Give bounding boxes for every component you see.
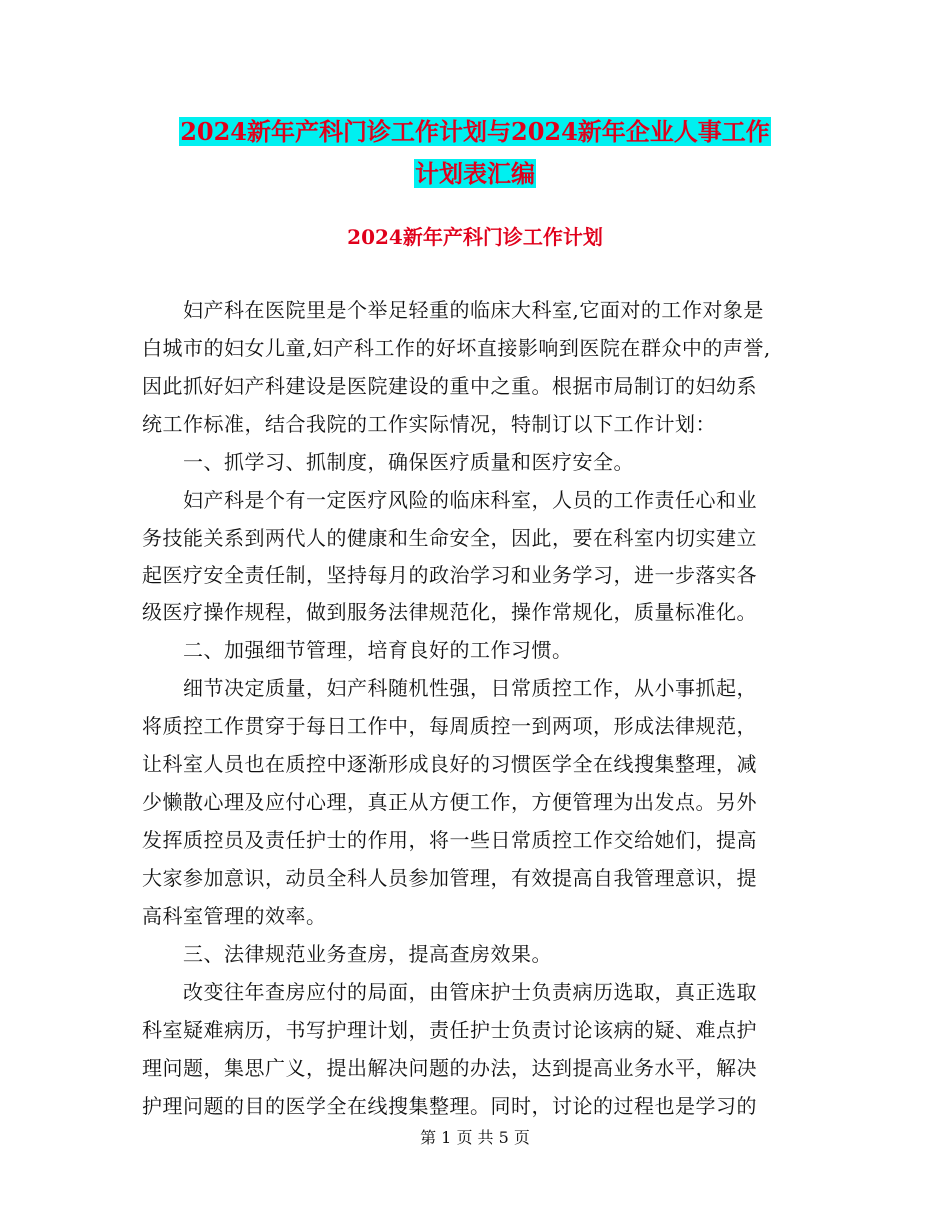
body-line: 大家参加意识，动员全科人员参加管理，有效提高自我管理意识，提 xyxy=(142,866,757,890)
body-line: 因此抓好妇产科建设是医院建设的重中之重。根据市局制订的妇幼系 xyxy=(142,374,757,398)
body-line: 务技能关系到两代人的健康和生命安全，因此，要在科室内切实建立 xyxy=(142,526,757,550)
body-line: 级医疗操作规程，做到服务法律规范化，操作常规化，质量标准化。 xyxy=(142,600,757,624)
body-line: 三、法律规范业务查房，提高查房效果。 xyxy=(142,942,552,966)
body-line: 护理问题的目的医学全在线搜集整理。同时，讨论的过程也是学习的 xyxy=(142,1094,757,1118)
body-line: 妇产科在医院里是个举足轻重的临床大科室,它面对的工作对象是 xyxy=(142,298,764,322)
body-line: 将质控工作贯穿于每日工作中，每周质控一到两项，形成法律规范， xyxy=(142,714,757,738)
body-line: 少懒散心理及应付心理，真正从方便工作，方便管理为出发点。另外 xyxy=(142,790,757,814)
body-line: 让科室人员也在质控中逐渐形成良好的习惯医学全在线搜集整理，减 xyxy=(142,752,757,776)
body-line: 二、加强细节管理，培育良好的工作习惯。 xyxy=(142,638,573,662)
section-title: 2024新年产科门诊工作计划 xyxy=(347,225,603,249)
body-line: 理问题，集思广义，提出解决问题的办法，达到提高业务水平，解决 xyxy=(142,1056,757,1080)
body-line: 统工作标准，结合我院的工作实际情况，特制订以下工作计划： xyxy=(142,412,716,436)
document-title-line-2: 计划表汇编 xyxy=(415,159,535,188)
body-line: 发挥质控员及责任护士的作用，将一些日常质控工作交给她们，提高 xyxy=(142,828,757,852)
body-line: 高科室管理的效率。 xyxy=(142,904,327,928)
body-line: 起医疗安全责任制，坚持每月的政治学习和业务学习，进一步落实各 xyxy=(142,563,757,587)
body-line: 改变往年查房应付的局面，由管床护士负责病历选取，真正选取 xyxy=(142,980,757,1004)
body-line: 白城市的妇女儿童,妇产科工作的好坏直接影响到医院在群众中的声誉, xyxy=(142,336,771,360)
body-line: 妇产科是个有一定医疗风险的临床科室，人员的工作责任心和业 xyxy=(142,488,757,512)
document-title-line-1: 2024新年产科门诊工作计划与2024新年企业人事工作 xyxy=(180,117,770,146)
page-footer: 第 1 页 共 5 页 xyxy=(420,1128,530,1147)
body-line: 细节决定质量，妇产科随机性强，日常质控工作，从小事抓起， xyxy=(142,676,757,700)
body-line: 一、抓学习、抓制度，确保医疗质量和医疗安全。 xyxy=(142,450,634,474)
body-line: 科室疑难病历，书写护理计划，责任护士负责讨论该病的疑、难点护 xyxy=(142,1018,757,1042)
